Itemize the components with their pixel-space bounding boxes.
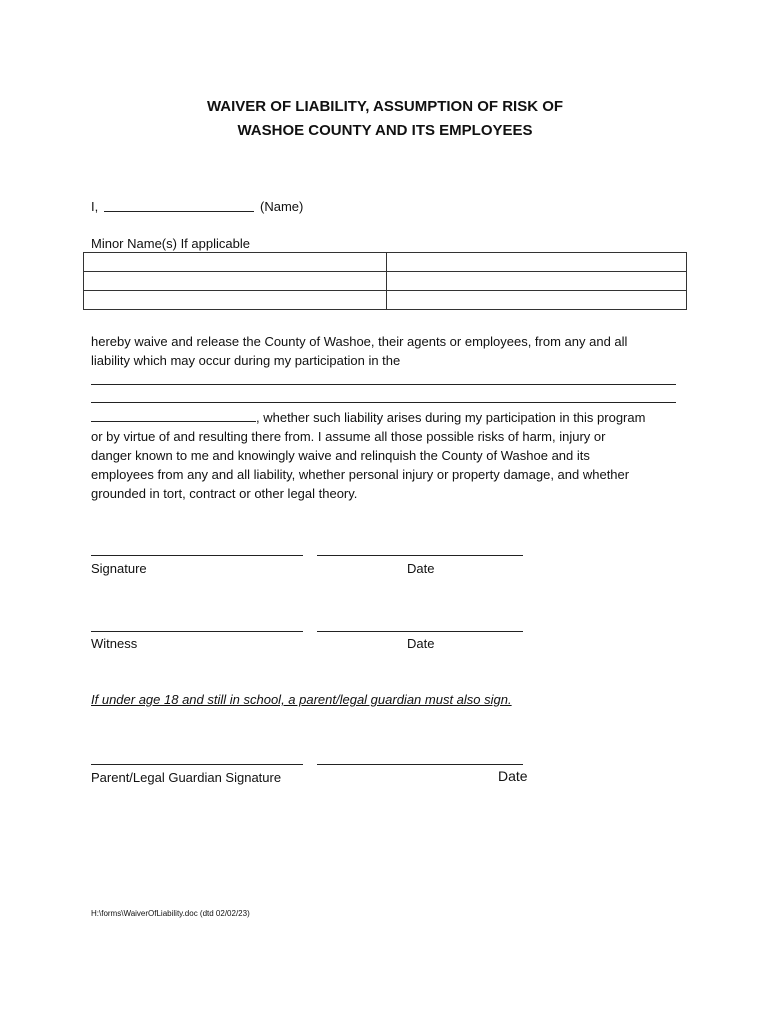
name-prefix: I,	[91, 199, 99, 214]
name-label: (Name)	[260, 199, 304, 214]
minor-name-cell[interactable]	[84, 253, 387, 272]
minor-name-cell[interactable]	[387, 291, 687, 310]
waiver-text-line: hereby waive and release the County of Washoe, their agents or employees, from any and all	[91, 334, 628, 349]
guardian-date-label: Date	[498, 768, 528, 784]
minor-name-cell[interactable]	[387, 253, 687, 272]
table-row	[84, 272, 687, 291]
witness-date-label: Date	[407, 636, 435, 651]
table-row	[84, 291, 687, 310]
witness-label: Witness	[91, 636, 138, 651]
program-name-line[interactable]	[91, 384, 676, 385]
guardian-signature-label: Parent/Legal Guardian Signature	[91, 770, 282, 785]
name-input-line[interactable]	[104, 211, 254, 212]
signature-date-line[interactable]	[317, 555, 523, 556]
signature-line[interactable]	[91, 555, 303, 556]
minor-name-cell[interactable]	[84, 291, 387, 310]
page-title-line-2: WASHOE COUNTY AND ITS EMPLOYEES	[237, 122, 533, 139]
minor-name-cell[interactable]	[84, 272, 387, 291]
waiver-text-line: , whether such liability arises during my participation in this program	[256, 410, 646, 425]
waiver-text-line: liability which may occur during my participation in the	[91, 353, 401, 368]
witness-date-line[interactable]	[317, 631, 523, 632]
program-name-line[interactable]	[91, 421, 256, 422]
witness-line[interactable]	[91, 631, 303, 632]
document-footer-path: H:\forms\WaiverOfLiability.doc (dtd 02/02/23)	[91, 909, 250, 918]
waiver-text-line: grounded in tort, contract or other legal theory.	[91, 486, 358, 501]
table-row	[84, 253, 687, 272]
waiver-text-line: danger known to me and knowingly waive and relinquish the County of Washoe and its	[91, 448, 590, 463]
program-name-line[interactable]	[91, 402, 676, 403]
waiver-text-line: employees from any and all liability, whether personal injury or property damage, and whether	[91, 467, 630, 482]
guardian-signature-line[interactable]	[91, 764, 303, 765]
guardian-date-line[interactable]	[317, 764, 523, 765]
signature-label: Signature	[91, 561, 147, 576]
minor-name-cell[interactable]	[387, 272, 687, 291]
guardian-notice: If under age 18 and still in school, a parent/legal guardian must also sign.	[91, 692, 512, 707]
minor-names-label: Minor Name(s) If applicable	[91, 236, 250, 251]
signature-date-label: Date	[407, 561, 435, 576]
page-title-line-1: WAIVER OF LIABILITY, ASSUMPTION OF RISK OF	[206, 98, 564, 115]
minor-names-table	[83, 252, 687, 310]
waiver-text-line: or by virtue of and resulting there from. I assume all those possible risks of harm, injury or	[91, 429, 606, 444]
